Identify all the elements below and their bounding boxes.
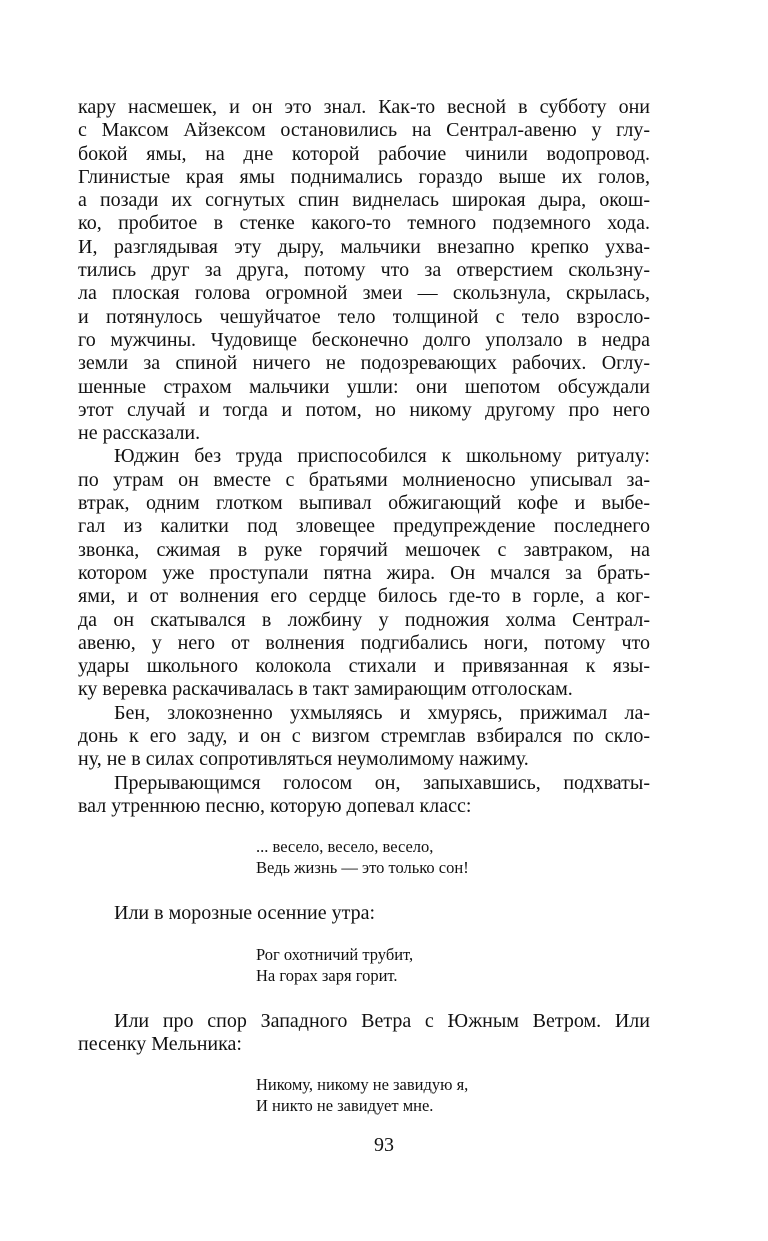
verse-line: На горах заря горит.	[256, 965, 398, 985]
text-line: кару насмешек, и он это знал. Как-то весной в субботу они	[78, 96, 650, 118]
text-line: ко, пробитое в стенке какого-то темного подземного хода.	[78, 212, 650, 235]
paragraph-winds	[78, 1010, 650, 1057]
text-line: Или про спор Западного Ветра с Южным Ветром. Или	[114, 1009, 650, 1032]
verse-line: ... весело, весело, весело,	[256, 837, 434, 857]
verse-line: Никому, никому не завидую я,	[256, 1075, 469, 1095]
text-line: втрак, одним глотком выпивал обжигающий кофе и выбе-	[78, 492, 650, 515]
text-line: котором уже проступали пятна жира. Он мчался за брать-	[78, 561, 650, 584]
paragraph-school-ritual	[78, 445, 650, 701]
text-line: Прерывающимся голосом он, запыхавшись, подхваты-	[114, 771, 650, 794]
verse-miller-song	[256, 1074, 650, 1116]
text-line: Глинистые края ямы поднимались гораздо выше их голов,	[78, 165, 650, 188]
verse-hunting-horn	[256, 944, 650, 986]
text-line: песенку Мельника:	[78, 1032, 242, 1055]
text-line: Юджин без труда приспособился к школьному ритуалу:	[114, 445, 650, 468]
paragraph-snake	[78, 96, 650, 445]
paragraph-frosty-mornings	[78, 902, 650, 925]
text-line: Или в морозные осенние утра:	[114, 902, 376, 925]
text-line: этот случай и тогда и потом, но никому другому про него	[78, 398, 650, 421]
text-line: удары школьного колокола стихали и привязанная к язы-	[78, 655, 650, 678]
text-line: по утрам он вместе с братьями молниеносно уписывал за-	[78, 468, 650, 491]
text-line: ку веревка раскачивалась в такт замирающим отголоскам.	[78, 678, 573, 701]
text-line: звонка, сжимая в руке горячий мешочек с завтраком, на	[78, 538, 650, 561]
page-number: 93	[374, 1134, 394, 1156]
text-line: Бен, злокозненно ухмыляясь и хмурясь, прижимал ла-	[114, 701, 650, 724]
verse-line: Ведь жизнь — это только сон!	[256, 858, 469, 878]
verse-line: И никто не завидует мне.	[256, 1096, 434, 1116]
text-line: не рассказали.	[78, 422, 201, 445]
text-line: а позади их согнутых спин виднелась широкая дыра, окош-	[78, 189, 650, 212]
text-line: с Максом Айзексом остановились на Сентрал-авеню у глу-	[78, 119, 650, 142]
text-line: шенные страхом мальчики ушли: они шепотом обсуждали	[78, 375, 650, 398]
text-line: вал утреннюю песню, которую допевал класс:	[78, 794, 472, 817]
text-line: донь к его заду, и он с визгом стремглав взбирался по скло-	[78, 725, 650, 748]
text-line: ну, не в силах сопротивляться неумолимому нажиму.	[78, 748, 529, 771]
text-line: го мужчины. Чудовище бесконечно долго уползало в недра	[78, 328, 650, 351]
text-line: и потянулось чешуйчатое тело толщиной с тело взросло-	[78, 305, 650, 328]
text-line: И, разглядывая эту дыру, мальчики внезапно крепко ухва-	[78, 235, 650, 258]
book-page	[78, 96, 650, 1116]
text-line: да он скатывался в ложбину у подножия холма Сентрал-	[78, 608, 650, 631]
text-line: авеню, у него от волнения подгибались ноги, потому что	[78, 631, 650, 654]
text-line: тились друг за друга, потому что за отверстием скользну-	[78, 259, 650, 282]
verse-life-is-dream	[256, 836, 650, 878]
text-line: земли за спиной ничего не подозревающих рабочих. Оглу-	[78, 352, 650, 375]
verse-line: Рог охотничий трубит,	[256, 944, 414, 964]
paragraph-morning-song	[78, 772, 650, 819]
text-line: бокой ямы, на дне которой рабочие чинили водопровод.	[78, 142, 650, 165]
text-line: ями, и от волнения его сердце билось где-то в горле, а ког-	[78, 585, 650, 608]
text-line: гал из калитки под зловещее предупреждение последнего	[78, 515, 650, 538]
text-line: ла плоская голова огромной змеи — скользнула, скрылась,	[78, 282, 650, 305]
paragraph-ben	[78, 702, 650, 772]
